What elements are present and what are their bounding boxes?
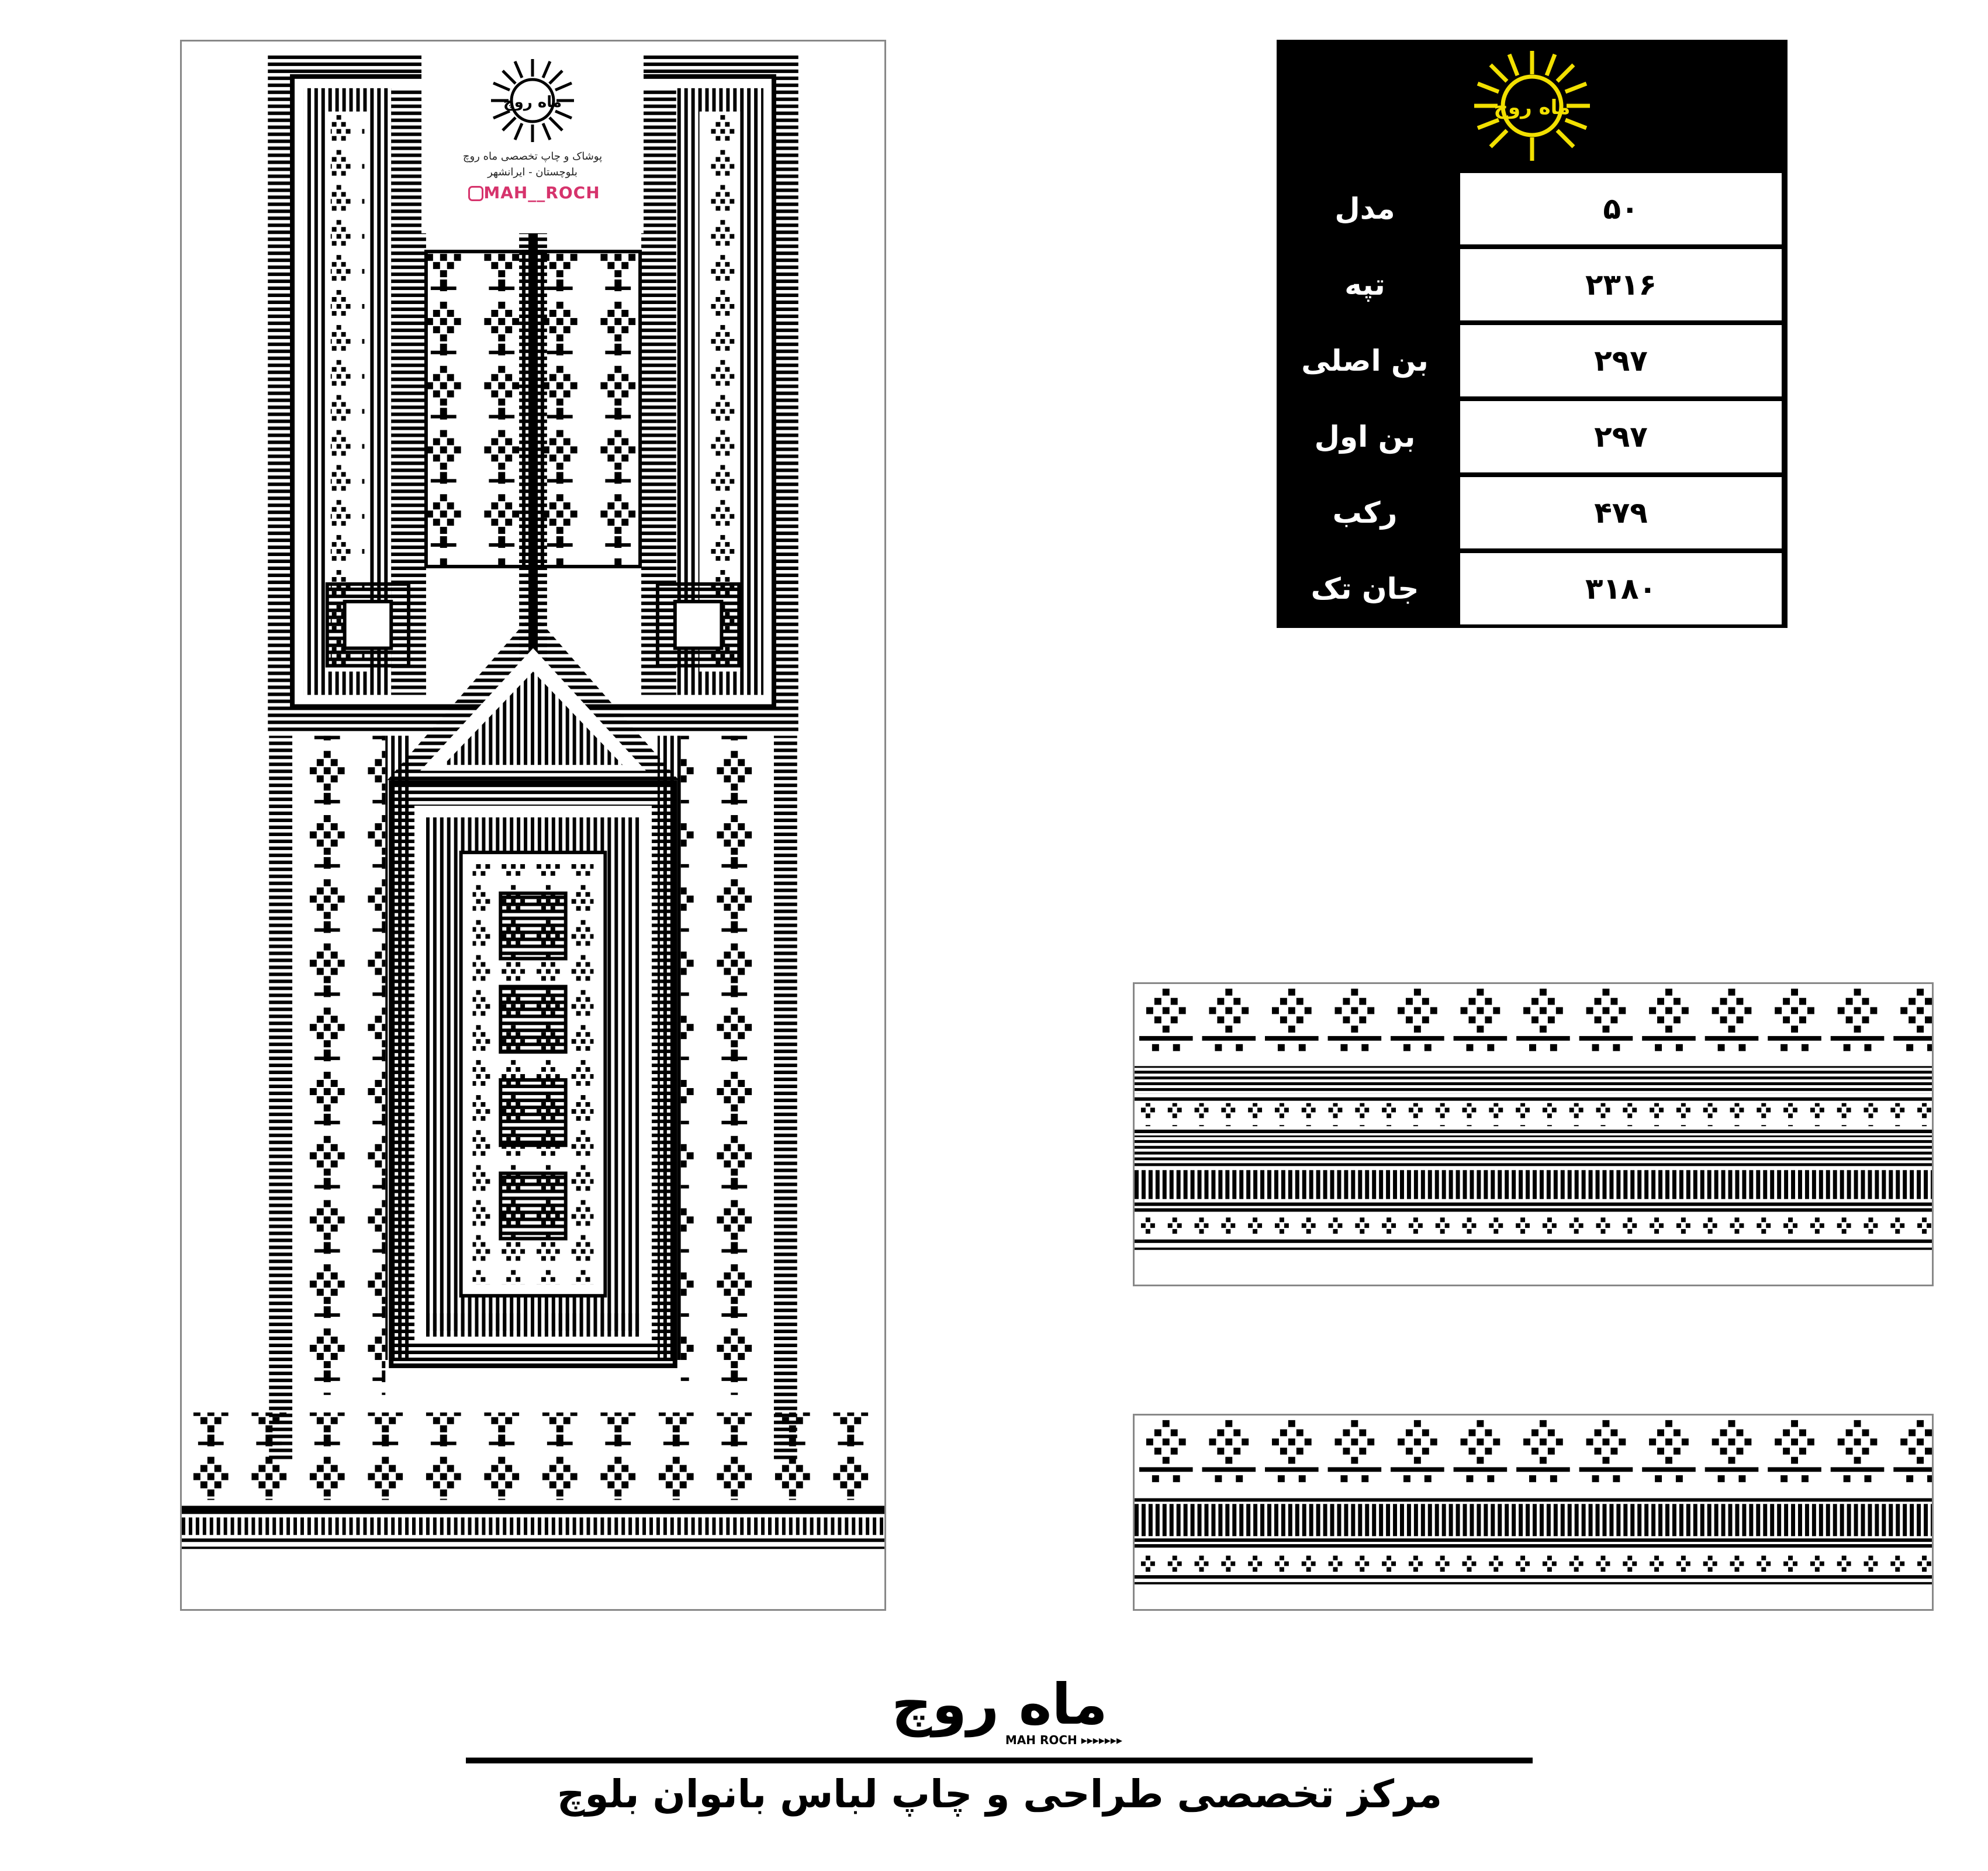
- spec-value: ۵۰: [1460, 173, 1782, 244]
- brand-name: ماه روچ: [891, 1672, 1108, 1737]
- spec-label: تپه: [1344, 268, 1385, 302]
- dress-embroidery-pattern: [182, 42, 884, 1609]
- dress-pattern-panel: [180, 40, 886, 1611]
- spec-table: [1277, 40, 1788, 628]
- instagram-icon: [468, 186, 483, 201]
- border-pattern-narrow: [1133, 1414, 1934, 1611]
- svg-text:ماه روچ: ماه روچ: [1493, 96, 1571, 119]
- sun-logo-icon: [1471, 47, 1593, 164]
- spec-table-header: [1279, 42, 1785, 170]
- spec-value: ۳۱۸۰: [1460, 553, 1782, 624]
- spec-label: جان تک: [1311, 572, 1419, 606]
- spec-row-jantak: [1279, 553, 1785, 624]
- dress-label-subtext: بلوچستان - ایرانشهر: [488, 166, 578, 178]
- border-embroidery-pattern: [1135, 984, 1932, 1285]
- brand-latin-name: MAH ROCH ▸▸▸▸▸▸▸: [1005, 1733, 1122, 1747]
- spec-row-model: [1279, 173, 1785, 244]
- spec-row-tape: [1279, 249, 1785, 320]
- spec-label: بن اصلی: [1301, 344, 1429, 378]
- spec-value: ۴۷۹: [1460, 477, 1782, 548]
- footer-tagline: مرکز تخصصی طراحی و چاپ لباس بانوان بلوچ: [556, 1772, 1443, 1817]
- brand-logo: [877, 1672, 1122, 1754]
- spec-row-rekab: [1279, 477, 1785, 548]
- spec-label: رکب: [1332, 496, 1398, 530]
- spec-value: ۲۹۷: [1460, 325, 1782, 396]
- instagram-handle: MAH__ROCH: [421, 183, 644, 202]
- spec-value: ۲۹۷: [1460, 401, 1782, 472]
- border-pattern-wide: [1133, 982, 1934, 1286]
- sun-logo-icon: [489, 57, 576, 144]
- svg-text:ماه روچ: ماه روچ: [503, 94, 562, 111]
- border-embroidery-pattern: [1135, 1416, 1932, 1609]
- footer-divider: [466, 1758, 1533, 1763]
- spec-label: مدل: [1334, 192, 1395, 226]
- spec-row-first-base: [1279, 401, 1785, 472]
- dress-label-logo: [421, 52, 644, 233]
- spec-label: بن اول: [1314, 420, 1416, 454]
- spec-value: ۲۳۱۶: [1460, 249, 1782, 320]
- spec-row-main-base: [1279, 325, 1785, 396]
- dress-label-text: پوشاک و چاپ تخصصی ماه روچ: [462, 150, 603, 163]
